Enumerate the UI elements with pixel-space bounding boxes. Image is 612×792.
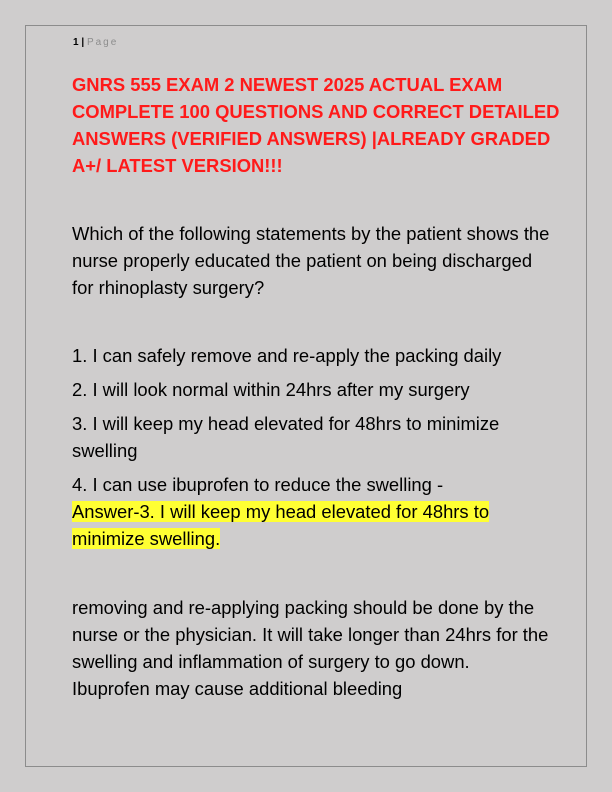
- option-4-text: 4. I can use ibuprofen to reduce the swelling -: [72, 474, 444, 495]
- option-1: 1. I can safely remove and re-apply the packing daily: [72, 345, 502, 366]
- option-3: 3. I will keep my head elevated for 48hrs to minimize swelling: [72, 413, 500, 461]
- page-header: [73, 37, 118, 48]
- question-text: Which of the following statements by the patient shows the nurse properly educated the patient on being discharged for rhinoplasty surgery?: [72, 223, 550, 298]
- page-separator: |: [81, 37, 85, 48]
- correct-answer: Answer-3. I will keep my head elevated for 48hrs to minimize swelling.: [72, 501, 490, 549]
- option-4: [72, 471, 552, 552]
- page-word: Page: [86, 37, 119, 48]
- answer-options: [72, 342, 552, 552]
- option-2: 2. I will look normal within 24hrs after my surgery: [72, 379, 470, 400]
- document-title: GNRS 555 EXAM 2 NEWEST 2025 ACTUAL EXAM COMPLETE 100 QUESTIONS AND CORRECT DETAILED ANSWERS (VERIFIED ANSWERS) |ALREADY GRADED A+/ LATEST VERSION!!!: [72, 74, 560, 176]
- rationale-text: removing and re-applying packing should be done by the nurse or the physician. It will take longer than 24hrs for the swelling and inflammation of surgery to go down. Ibuprofen may cause additional bleeding: [72, 597, 549, 699]
- page-number: 1: [73, 37, 79, 48]
